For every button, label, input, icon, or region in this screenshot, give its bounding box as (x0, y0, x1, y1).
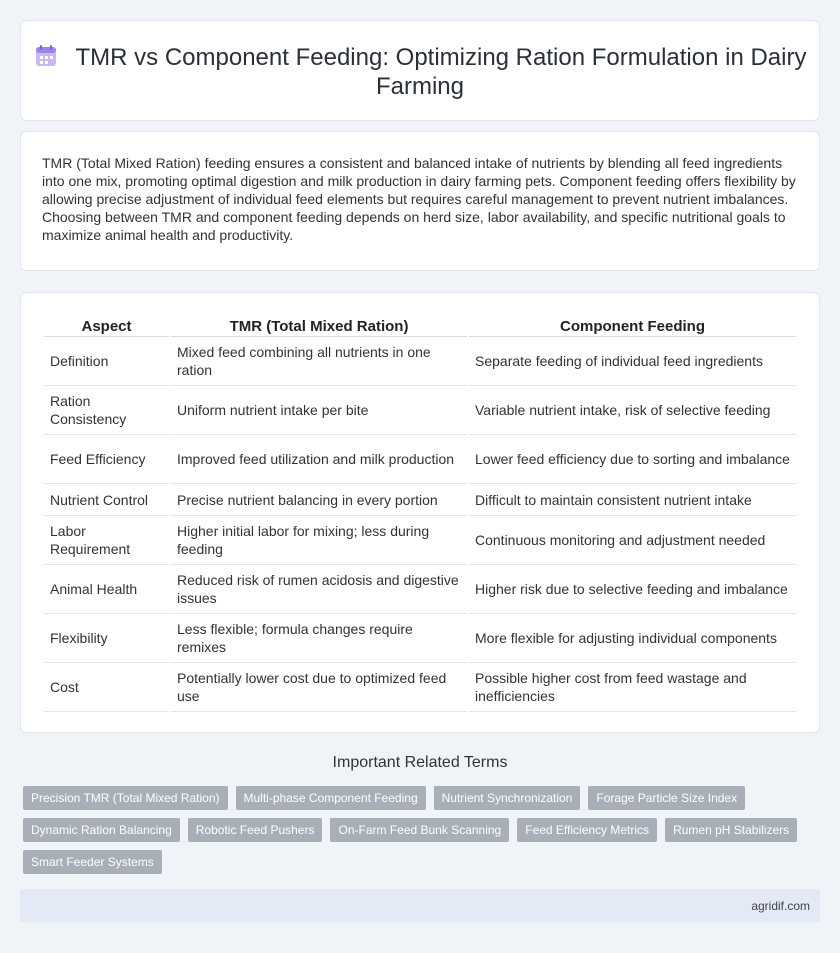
table-row (44, 337, 796, 386)
header-component: Component Feeding (469, 315, 796, 337)
cell-component: Separate feeding of individual feed ingredients (469, 337, 796, 386)
comparison-table (42, 315, 798, 712)
table-row (44, 516, 796, 565)
cell-component: Difficult to maintain consistent nutrient intake (469, 484, 796, 516)
related-tag[interactable]: Precision TMR (Total Mixed Ration) (23, 786, 228, 810)
footer-site-link[interactable]: agridif.com (751, 899, 810, 913)
header-card (20, 20, 820, 121)
cell-aspect: Definition (44, 337, 169, 386)
header-tmr: TMR (Total Mixed Ration) (171, 315, 467, 337)
related-terms-tags (23, 786, 823, 874)
title-wrap (21, 43, 819, 101)
cell-aspect: Feed Efficiency (44, 435, 169, 484)
table-row (44, 663, 796, 712)
page-title-text: TMR vs Component Feeding: Optimizing Ration Formulation in Dairy Farming (75, 44, 807, 100)
calendar-icon (34, 44, 58, 68)
related-tag[interactable]: Dynamic Ration Balancing (23, 818, 180, 842)
cell-tmr: Higher initial labor for mixing; less during feeding (171, 516, 467, 565)
cell-component: Continuous monitoring and adjustment needed (469, 516, 796, 565)
related-terms-title: Important Related Terms (332, 754, 508, 771)
comparison-table-card (20, 292, 820, 733)
related-tag[interactable]: Feed Efficiency Metrics (517, 818, 657, 842)
intro-paragraph: TMR (Total Mixed Ration) feeding ensures a consistent and balanced intake of nutrients by blending all feed ingredients into one mix, promoting optimal digestion and milk production in dairy farming pets. Component feeding offers flexibility by allowing precise adjustment of individual feed elements but requires careful management to prevent nutrient imbalances. Choosing between TMR and component feeding depends on herd size, labor availability, and specific nutritional goals to maximize animal health and productivity. (42, 155, 796, 243)
table-header-row (44, 315, 796, 337)
cell-tmr: Mixed feed combining all nutrients in one ration (171, 337, 467, 386)
cell-tmr: Precise nutrient balancing in every portion (171, 484, 467, 516)
cell-tmr: Improved feed utilization and milk production (171, 435, 467, 484)
table-row (44, 614, 796, 663)
table-row (44, 484, 796, 516)
footer-bar (20, 889, 820, 922)
table-row (44, 386, 796, 435)
cell-component: Higher risk due to selective feeding and imbalance (469, 565, 796, 614)
cell-aspect: Cost (44, 663, 169, 712)
related-tag[interactable]: On-Farm Feed Bunk Scanning (330, 818, 509, 842)
cell-aspect: Animal Health (44, 565, 169, 614)
related-tag[interactable]: Nutrient Synchronization (434, 786, 581, 810)
cell-aspect: Nutrient Control (44, 484, 169, 516)
cell-tmr: Reduced risk of rumen acidosis and digestive issues (171, 565, 467, 614)
cell-component: Possible higher cost from feed wastage and inefficiencies (469, 663, 796, 712)
cell-aspect: Ration Consistency (44, 386, 169, 435)
cell-aspect: Labor Requirement (44, 516, 169, 565)
page-title (21, 43, 819, 101)
cell-tmr: Less flexible; formula changes require remixes (171, 614, 467, 663)
intro-card (20, 131, 820, 271)
related-tag[interactable]: Smart Feeder Systems (23, 850, 162, 874)
related-tag[interactable]: Forage Particle Size Index (588, 786, 745, 810)
header-aspect: Aspect (44, 315, 169, 337)
related-tag[interactable]: Rumen pH Stabilizers (665, 818, 797, 842)
related-tag[interactable]: Robotic Feed Pushers (188, 818, 323, 842)
cell-component: Lower feed efficiency due to sorting and imbalance (469, 435, 796, 484)
table-row (44, 565, 796, 614)
cell-tmr: Potentially lower cost due to optimized feed use (171, 663, 467, 712)
table-row (44, 435, 796, 484)
cell-component: Variable nutrient intake, risk of selective feeding (469, 386, 796, 435)
cell-component: More flexible for adjusting individual components (469, 614, 796, 663)
related-tag[interactable]: Multi-phase Component Feeding (236, 786, 426, 810)
cell-tmr: Uniform nutrient intake per bite (171, 386, 467, 435)
cell-aspect: Flexibility (44, 614, 169, 663)
